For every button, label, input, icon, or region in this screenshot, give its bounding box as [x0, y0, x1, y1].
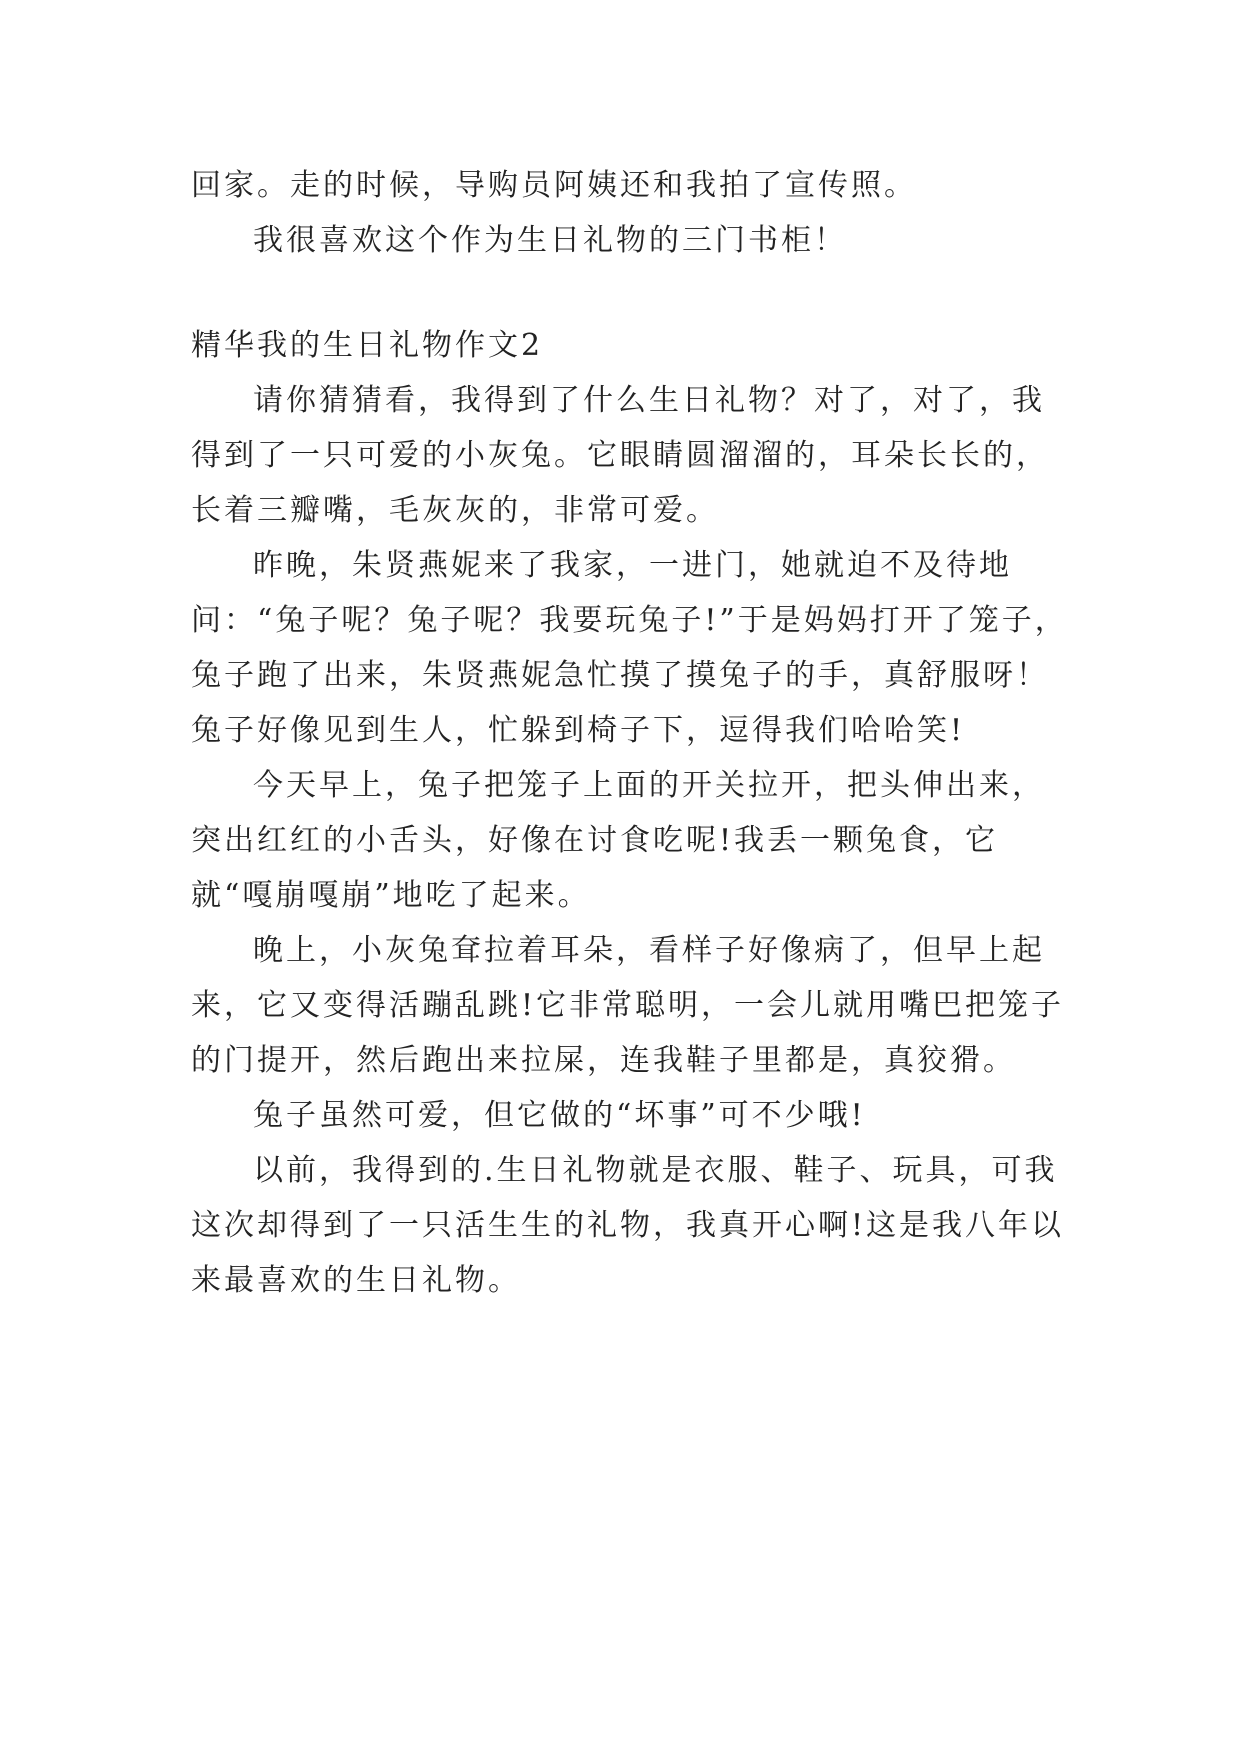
paragraph-closing: 我很喜欢这个作为生日礼物的三门书柜！	[253, 223, 847, 258]
paragraph-continuation: 回家。走的时候，导购员阿姨还和我拍了宣传照。	[191, 168, 917, 203]
paragraph-4: 晚上，小灰兔耷拉着耳朵，看样子好像病了，但早上起来，它又变得活蹦乱跳!它非常聪明，一会儿就用嘴巴把笼子的门提开，然后跑出来拉屎，连我鞋子里都是，真狡猾。	[191, 933, 1065, 1078]
document-body	[191, 158, 1071, 1308]
paragraph-5: 兔子虽然可爱，但它做的“坏事”可不少哦!	[253, 1098, 866, 1133]
paragraph-1: 请你猜猜看，我得到了什么生日礼物？对了，对了，我得到了一只可爱的小灰兔。它眼睛圆溜溜的，耳朵长长的，长着三瓣嘴，毛灰灰的，非常可爱。	[191, 383, 1049, 528]
section-heading: 精华我的生日礼物作文2	[191, 328, 544, 363]
paragraph-3: 今天早上，兔子把笼子上面的开关拉开，把头伸出来，突出红红的小舌头，好像在讨食吃呢!我丢一颗兔食，它就“嘎崩嘎崩”地吃了起来。	[191, 768, 1045, 913]
section-gap	[191, 268, 1071, 318]
paragraph-2: 昨晚，朱贤燕妮来了我家，一进门，她就迫不及待地问：“兔子呢？兔子呢？我要玩兔子!”于是妈妈打开了笼子，兔子跑了出来，朱贤燕妮急忙摸了摸兔子的手，真舒服呀！兔子好像见到生人，忙躲到椅子下，逗得我们哈哈笑!	[191, 548, 1068, 748]
paragraph-6: 以前，我得到的.生日礼物就是衣服、鞋子、玩具，可我这次却得到了一只活生生的礼物，我真开心啊!这是我八年以来最喜欢的生日礼物。	[191, 1153, 1065, 1298]
